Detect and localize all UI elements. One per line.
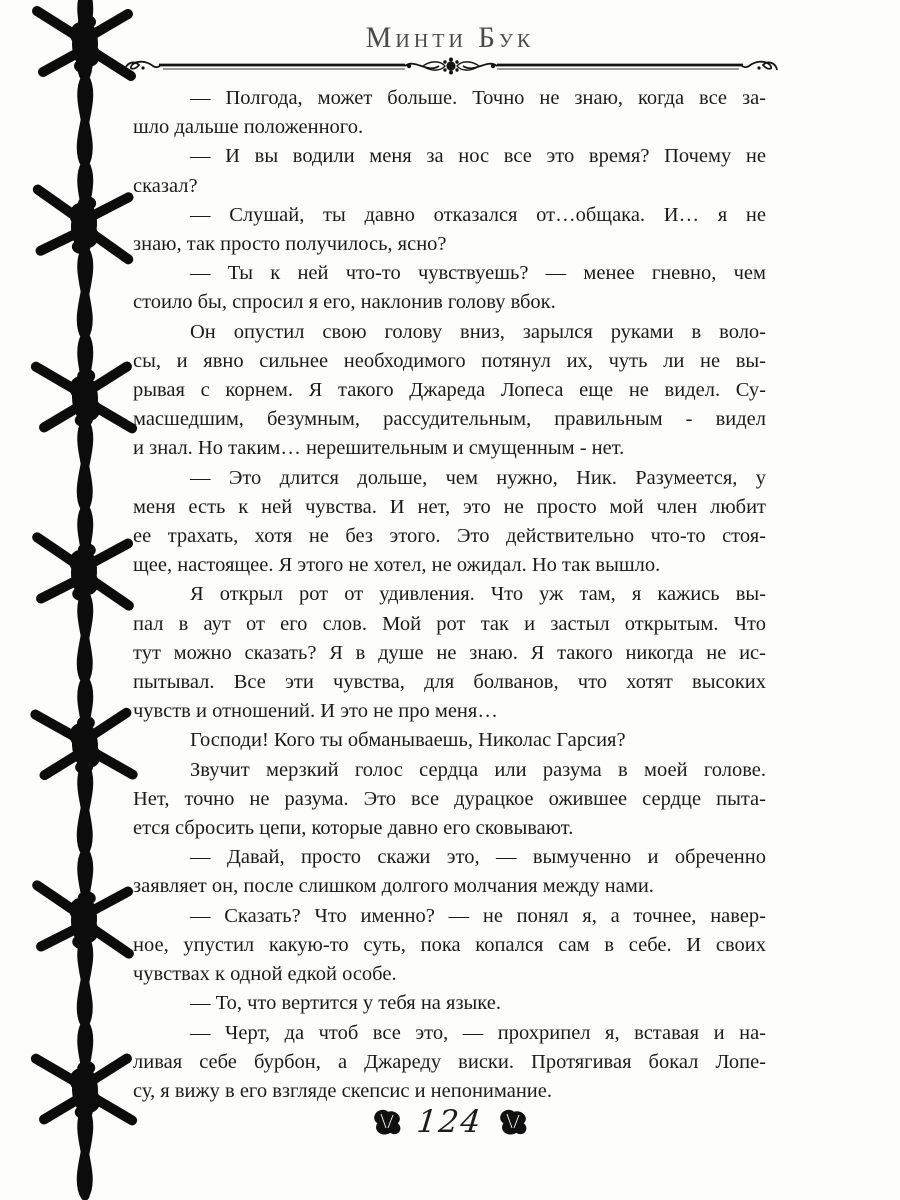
text-line: — Ты к ней что-то чувствуешь? — менее гневно, чем bbox=[190, 262, 766, 285]
text-line: стоило бы, спросил я его, наклонив голову вбок. bbox=[133, 291, 556, 314]
page-header bbox=[0, 22, 900, 55]
text-line: чувств и отношений. И это не про меня… bbox=[133, 700, 498, 723]
ornamental-divider bbox=[123, 56, 779, 76]
text-line: ное, упустил какую-то суть, пока копался сам в себе. И своих bbox=[133, 933, 766, 956]
text-line: меня есть к ней чувства. И нет, это не просто мой член любит bbox=[133, 495, 766, 518]
text-line: пытывал. Все эти чувства, для болванов, что хотят высоких bbox=[133, 671, 766, 694]
author-name: Минти Бук bbox=[365, 21, 535, 55]
text-line: — Полгода, может больше. Точно не знаю, когда все за- bbox=[190, 87, 766, 109]
text-line: су, я вижу в его взгляде скепсис и непонимание. bbox=[133, 1079, 552, 1102]
text-line: ется сбросить цепи, которые давно его сковывают. bbox=[133, 817, 574, 840]
text-line: пал в аут от его слов. Мой рот так и застыл открытым. Что bbox=[133, 612, 766, 635]
text-line: сы, и явно сильнее необходимого потянул их, чуть ли не вы- bbox=[133, 349, 766, 372]
text-line: чувствах к одной едкой особе. bbox=[133, 963, 397, 986]
text-line: — Черт, да чтоб все это, — прохрипел я, вставая и на- bbox=[190, 1021, 766, 1044]
text-body bbox=[133, 84, 766, 1106]
leaf-ornament-icon bbox=[372, 1106, 402, 1138]
text-line: и знал. Но таким… нерешительным и смущенным - нет. bbox=[133, 437, 625, 460]
text-line: знаю, так просто получилось, ясно? bbox=[133, 233, 447, 256]
text-line: масшедшим, безумным, рассудительным, правильным - видел bbox=[133, 408, 766, 431]
page-footer bbox=[0, 1103, 900, 1140]
text-line: — И вы водили меня за нос все это время? Почему не bbox=[190, 145, 766, 168]
leaf-ornament-icon bbox=[498, 1106, 528, 1138]
text-line: — Слушай, ты давно отказался от…общака. И… я не bbox=[190, 203, 766, 226]
text-line: Нет, точно не разума. Это все дурацкое ожившее сердце пыта- bbox=[133, 787, 766, 810]
text-line: рывая с корнем. Я такого Джареда Лопеса еще не видел. Су- bbox=[133, 379, 766, 402]
text-line: — Сказать? Что именно? — не понял я, а точнее, навер- bbox=[190, 904, 766, 927]
text-line: Он опустил свою голову вниз, зарылся руками в воло- bbox=[190, 320, 766, 343]
text-line: ливая себе бурбон, а Джареду виски. Протягивая бокал Лопе- bbox=[133, 1050, 766, 1073]
text-line: щее, настоящее. Я этого не хотел, не ожидал. Но так вышло. bbox=[133, 554, 661, 577]
text-line: ее трахать, хотя не без этого. Это действительно что-то стоя- bbox=[133, 525, 766, 548]
text-line: тут можно сказать? Я в душе не знаю. Я такого никогда не ис- bbox=[133, 641, 766, 664]
barbed-wire-illustration bbox=[18, 0, 152, 1200]
text-line: — Это длится дольше, чем нужно, Ник. Разумеется, у bbox=[190, 466, 766, 489]
text-line: шло дальше положенного. bbox=[133, 116, 364, 139]
text-line: Звучит мерзкий голос сердца или разума в моей голове. bbox=[190, 758, 766, 781]
text-line: — Давай, просто скажи это, — вымученно и обреченно bbox=[190, 846, 766, 869]
text-line: Господи! Кого ты обманываешь, Николас Гарсия? bbox=[190, 729, 626, 752]
text-line: заявляет он, после слишком долгого молчания между нами. bbox=[133, 875, 654, 898]
text-line: сказал? bbox=[133, 174, 198, 197]
page-number: 124 bbox=[415, 1103, 485, 1140]
text-line: Я открыл рот от удивления. Что уж там, я кажись вы- bbox=[190, 583, 766, 606]
text-line: — То, что вертится у тебя на языке. bbox=[190, 992, 501, 1015]
